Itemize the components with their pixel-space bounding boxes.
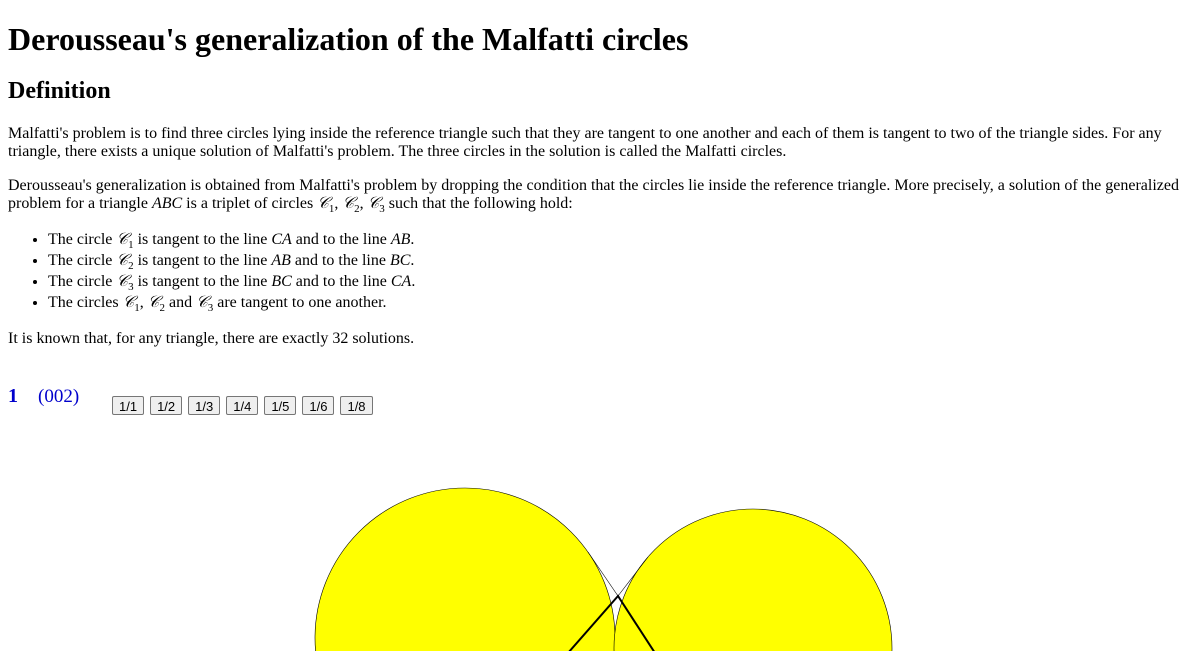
scale-buttons <box>112 396 373 415</box>
scale-button-1-4[interactable]: 1/4 <box>226 396 258 415</box>
line-label: AB <box>390 231 411 248</box>
subscript: 2 <box>159 302 165 314</box>
subscript: 2 <box>128 260 134 272</box>
circle-symbol: 𝒞 <box>116 231 129 248</box>
circle-symbol: 𝒞 <box>116 252 129 269</box>
figure-index: 1 <box>8 385 18 407</box>
circle-c1 <box>315 488 615 651</box>
paragraph-malfatti: Malfatti's problem is to find three circles lying inside the reference triangle such that they are tangent to one another and each of them is tangent to two of the triangle sides. For any triangle, there exists a unique solution of Malfatti's problem. The three circles in the solution is called the Malfatti circles. <box>8 125 1162 160</box>
scale-button-1-3[interactable]: 1/3 <box>188 396 220 415</box>
text: and to the line <box>291 273 391 290</box>
comma: , <box>334 195 343 212</box>
text: The circles <box>48 294 123 311</box>
figure-code: (002) <box>38 386 80 407</box>
scale-button-1-1[interactable]: 1/1 <box>112 396 144 415</box>
nav-row <box>8 383 1188 419</box>
circle-symbol: 𝒞 <box>116 273 129 290</box>
paragraph-text: is a triplet of circles <box>182 195 318 212</box>
text: The circle <box>48 231 117 248</box>
text: and to the line <box>290 252 390 269</box>
circle-symbol: 𝒞 <box>342 195 355 212</box>
line-label: BC <box>389 252 411 269</box>
line-label: CA <box>390 273 412 290</box>
scale-button-1-2[interactable]: 1/2 <box>150 396 182 415</box>
text: . <box>410 252 415 269</box>
text: The circle <box>48 273 117 290</box>
circle-symbol: 𝒞 <box>317 195 329 212</box>
circle-symbol: 𝒞 <box>196 294 208 311</box>
text: are tangent to one another. <box>213 294 387 311</box>
triangle-abc: ABC <box>151 195 183 212</box>
scale-button-1-8[interactable]: 1/8 <box>340 396 372 415</box>
subscript: 3 <box>379 203 385 215</box>
paragraph-solutions: It is known that, for any triangle, there are exactly 32 solutions. <box>8 330 415 347</box>
comma: , <box>359 195 368 212</box>
subscript: 1 <box>328 203 335 215</box>
line-label: CA <box>271 231 292 248</box>
subscript: 3 <box>207 302 214 314</box>
text: The circle <box>48 252 117 269</box>
text: . <box>410 231 415 248</box>
line-label: AB <box>271 252 291 269</box>
text: is tangent to the line <box>133 273 272 290</box>
paragraph-text: Derousseau's generalization is obtained from Malfatti's problem by dropping the condition that the circles lie inside the reference triangle. More precisely, a solution of the generalized problem for a triangle <box>8 177 1179 212</box>
scale-button-1-5[interactable]: 1/5 <box>264 396 296 415</box>
text: . <box>411 273 416 290</box>
text: is tangent to the line <box>133 231 272 248</box>
circle-symbol: 𝒞 <box>122 294 135 311</box>
subscript: 1 <box>134 302 140 314</box>
text: and to the line <box>291 231 391 248</box>
page-title: Derousseau's generalization of the Malfatti circles <box>8 21 689 57</box>
subscript: 1 <box>128 239 134 251</box>
subscript: 3 <box>128 281 134 293</box>
circle-symbol: 𝒞 <box>147 294 160 311</box>
text: and <box>164 294 197 311</box>
text: is tangent to the line <box>133 252 272 269</box>
subscript: 2 <box>354 203 360 215</box>
section-heading: Definition <box>8 78 111 104</box>
paragraph-text: such that the following hold: <box>384 195 573 212</box>
scale-button-1-6[interactable]: 1/6 <box>302 396 334 415</box>
malfatti-figure <box>0 21 1200 651</box>
circle-symbol: 𝒞 <box>367 195 380 212</box>
line-label: BC <box>271 273 292 290</box>
comma: , <box>139 294 148 311</box>
